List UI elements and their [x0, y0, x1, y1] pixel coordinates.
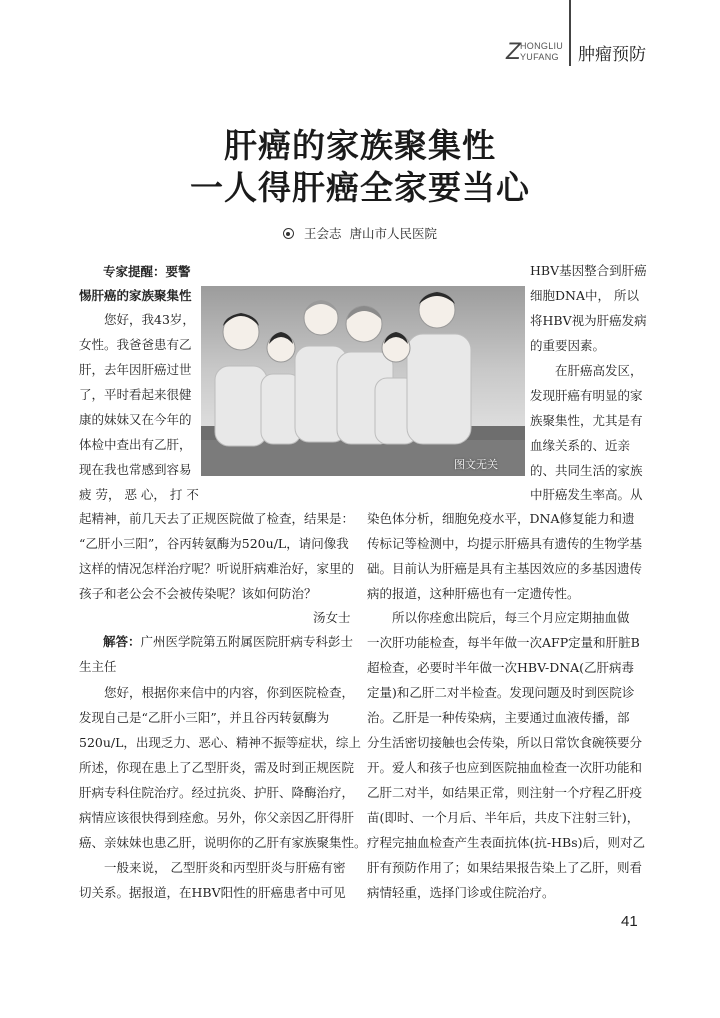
text-line: 治。乙肝是一种传染病，主要通过血液传播，部 — [367, 710, 630, 725]
byline — [0, 226, 720, 242]
text-line: 肝有预防作用了；如果结果报告染上了乙肝，则看 — [367, 860, 643, 875]
article-title-line2: 一人得肝癌全家要当心 — [190, 168, 530, 207]
text-line: HBV基因整合到肝癌 — [530, 263, 647, 278]
text-line: 一般来说， 乙型肝炎和丙型肝炎与肝癌有密 — [79, 860, 346, 875]
letter-signature: 汤女士 — [313, 610, 351, 625]
text-line: 础。目前认为肝癌是具有主基因效应的多基因遗传 — [367, 561, 643, 576]
magazine-logo: Z HONGLIU YUFANG — [506, 38, 564, 65]
answer-label: 解答： — [103, 634, 141, 649]
text-line: 肝病专科住院治疗。经过抗炎、护肝、降酶治疗， — [79, 785, 355, 800]
text-line: 起精神，前几天去了正规医院做了检查，结果是： — [79, 511, 355, 526]
text-line: 疲 劳， 恶 心， 打 不 — [79, 487, 199, 502]
text-line: 病情应该很快得到痊愈。另外，你父亲因乙肝得肝 — [79, 810, 355, 825]
answer-intro-line1: 解答：广州医学院第五附属医院肝病专科彭士 — [103, 634, 354, 649]
author-hospital: 唐山市人民医院 — [349, 226, 438, 241]
text-line: 您好，根据你来信中的内容，你到医院检查， — [79, 685, 355, 700]
text-line: 将HBV视为肝癌发病 — [530, 313, 647, 328]
text-line: 一次肝功能检查，每半年做一次AFP定量和肝脏B — [367, 635, 640, 650]
text-line: 所以你痊愈出院后，每三个月应定期抽血做 — [367, 610, 630, 625]
text-line: 在肝癌高发区， — [530, 363, 643, 378]
text-line: 切关系。据报道，在HBV阳性的肝癌患者中可见 — [79, 885, 346, 900]
text-line: 了，平时看起来很健 — [79, 387, 192, 402]
text-line: 族聚集性，尤其是有 — [530, 413, 643, 428]
text-line: 乙肝二对半，如结果正常，则注射一个疗程乙肝疫 — [367, 785, 643, 800]
text-line: 的重要因素。 — [530, 338, 606, 353]
text-line: “乙肝小三阳”，谷丙转氨酶为520u/L，请问像我 — [79, 536, 349, 551]
text-line: 癌、亲妹妹也患乙肝，说明你的乙肝有家族聚集性。 — [79, 835, 367, 850]
text-line: 血缘关系的、近亲 — [530, 438, 631, 453]
text-line: 520u/L，出现乏力、恶心、精神不振等症状，综上 — [79, 735, 361, 750]
page-number: 41 — [621, 913, 638, 930]
text-line: 病情轻重，选择门诊或住院治疗。 — [367, 885, 555, 900]
text-line: 肝，去年因肝癌过世 — [79, 362, 192, 377]
text-line: 染色体分析，细胞免疫水平，DNA修复能力和遗 — [367, 511, 635, 526]
text-line: 康的妹妹又在今年的 — [79, 412, 192, 427]
bullet-circle-icon — [283, 228, 294, 239]
text-line: 超检查，必要时半年做一次HBV-DNA(乙肝病毒 — [367, 660, 635, 675]
text-line: 病的报道，这种肝癌也有一定遗传性。 — [367, 586, 580, 601]
text-line: 分生活密切接触也会传染，所以日常饮食碗筷要分 — [367, 735, 643, 750]
text-line: 体检中查出有乙肝， — [79, 437, 192, 452]
photo-caption: 图文无关 — [454, 458, 498, 471]
author-name: 王会志 — [303, 226, 342, 241]
text-line: 现在我也常感到容易 — [79, 462, 192, 477]
text-line: 疗程完抽血检查产生表面抗体(抗-HBs)后，则对乙 — [367, 835, 645, 850]
left-heading-line2: 惕肝癌的家族聚集性 — [79, 288, 192, 303]
text-line: 细胞DNA中， 所以 — [530, 288, 639, 303]
text-line: 开。爱人和孩子也应到医院抽血检查一次肝功能和 — [367, 760, 643, 775]
text-line: 女性。我爸爸患有乙 — [79, 337, 192, 352]
text-line: 孩子和老公会不会被传染呢？该如何防治？ — [79, 586, 317, 601]
text-line: 发现自己是“乙肝小三阳”，并且谷丙转氨酶为 — [79, 710, 330, 725]
text-line: 发现肝癌有明显的家 — [530, 388, 643, 403]
text-line: 所述，你现在患上了乙型肝炎，需及时到正规医院 — [79, 760, 355, 775]
text-line: 的、共同生活的家族 — [530, 463, 643, 478]
article-title-line1: 肝癌的家族聚集性 — [224, 126, 496, 165]
family-photo-illustration — [201, 286, 525, 476]
text-line: 传标记等检测中，均提示肝癌具有遗传的生物学基 — [367, 536, 643, 551]
section-title: 肿瘤预防 — [578, 45, 646, 65]
family-photo — [201, 286, 525, 476]
text-line: 苗(即时、一个月后、半年后，共皮下注射三针)， — [367, 810, 640, 825]
left-heading-line1: 专家提醒：要警 — [103, 264, 191, 279]
text-line: 这样的情况怎样治疗呢？听说肝病难治好，家里的 — [79, 561, 355, 576]
text-line: 定量)和乙肝二对半检查。发现问题及时到医院诊 — [367, 685, 635, 700]
text-line: 中肝癌发生率高。从 — [530, 487, 643, 502]
header-divider — [569, 0, 571, 66]
text-line: 您好，我43岁， — [79, 312, 195, 327]
answer-intro-line2: 生主任 — [79, 659, 117, 674]
